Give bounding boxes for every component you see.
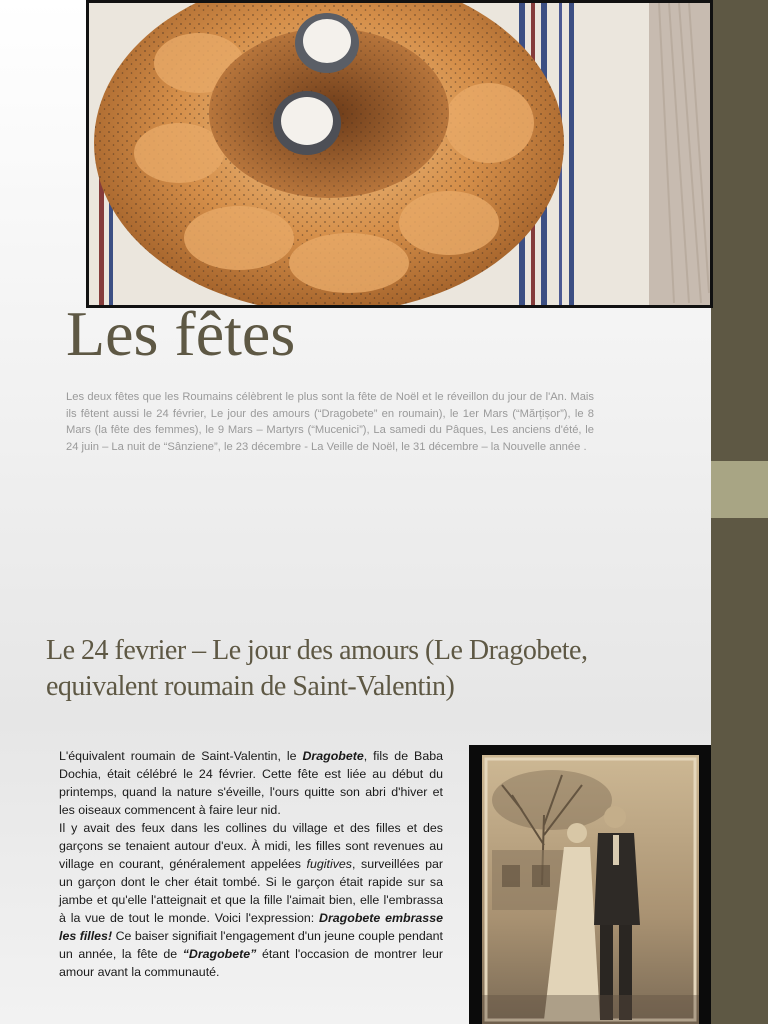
body-paragraph-1: [59, 747, 443, 819]
body-text-segment: Il y avait des feux dans les collines du village et des filles et des garçons se tenaient autour d'eux. À midi, les filles sont revenues au village en courant, généralement appelées: [59, 821, 443, 871]
expression-emphasis: Dragobete embrasse les filles!: [59, 911, 443, 943]
hero-photo: [86, 0, 713, 308]
body-text-segment: L'équivalent roumain de Saint-Valentin, le: [59, 749, 303, 763]
section-heading: Le 24 fevrier – Le jour des amours (Le Dragobete, equivalent roumain de Saint-Valentin): [46, 635, 588, 702]
intro-paragraph: Les deux fêtes que les Roumains célèbrent le plus sont la fête de Noël et le réveillon du jour de l'An. Mais ils fêtent aussi le 24 février, Le jour des amours (“Dragobete” en roumain), le 1er Mars (“Mărțișor”), le 8 Mars (la fête des femmes), le 9 Mars – Martyrs (“Mucenici”), La samedi du Pâques, Les anciens d'été, le 24 juin – La nuit de “Sânziene”, le 23 décembre - La Veille de Noël, le 31 décembre – la Nouvelle année .: [66, 391, 594, 453]
fugitives-emphasis: fugitives: [306, 857, 352, 871]
body-text-segment: Ce baiser signifiait l'engagement d'un jeune couple pendant un année, la fête de: [59, 929, 443, 961]
dragobete-emphasis: Dragobete: [302, 749, 364, 763]
braided-bread-photo-icon: [89, 3, 710, 305]
page-title: Les fêtes: [66, 298, 296, 369]
body-text-segment: , surveillées par un garçon dont le cher était tombé. Si le garçon était rapide sur sa jambe et qu'elle l'atteignait et que la fille l'aimait bien, elle l'embrassa à la vue de tout le monde. Voici l'expression:: [59, 857, 443, 925]
body-text: [59, 747, 443, 981]
couple-photo: [482, 755, 699, 1024]
body-paragraph-2: [59, 819, 443, 981]
dragobete-quoted-emphasis: “Dragobete”: [182, 947, 257, 961]
vintage-couple-photo-icon: [482, 755, 699, 1024]
right-accent-block: [711, 461, 768, 518]
body-text-segment: étant l'occasion de montrer leur amour avant la communauté.: [59, 947, 443, 979]
body-text-segment: , fils de Baba Dochia, était célébré le 24 février. Cette fête est liée au début du printemps, quand la nature s'éveille, l'ours quitte son abri d'hiver et les oiseaux commencent à faire leur nid.: [59, 749, 443, 817]
